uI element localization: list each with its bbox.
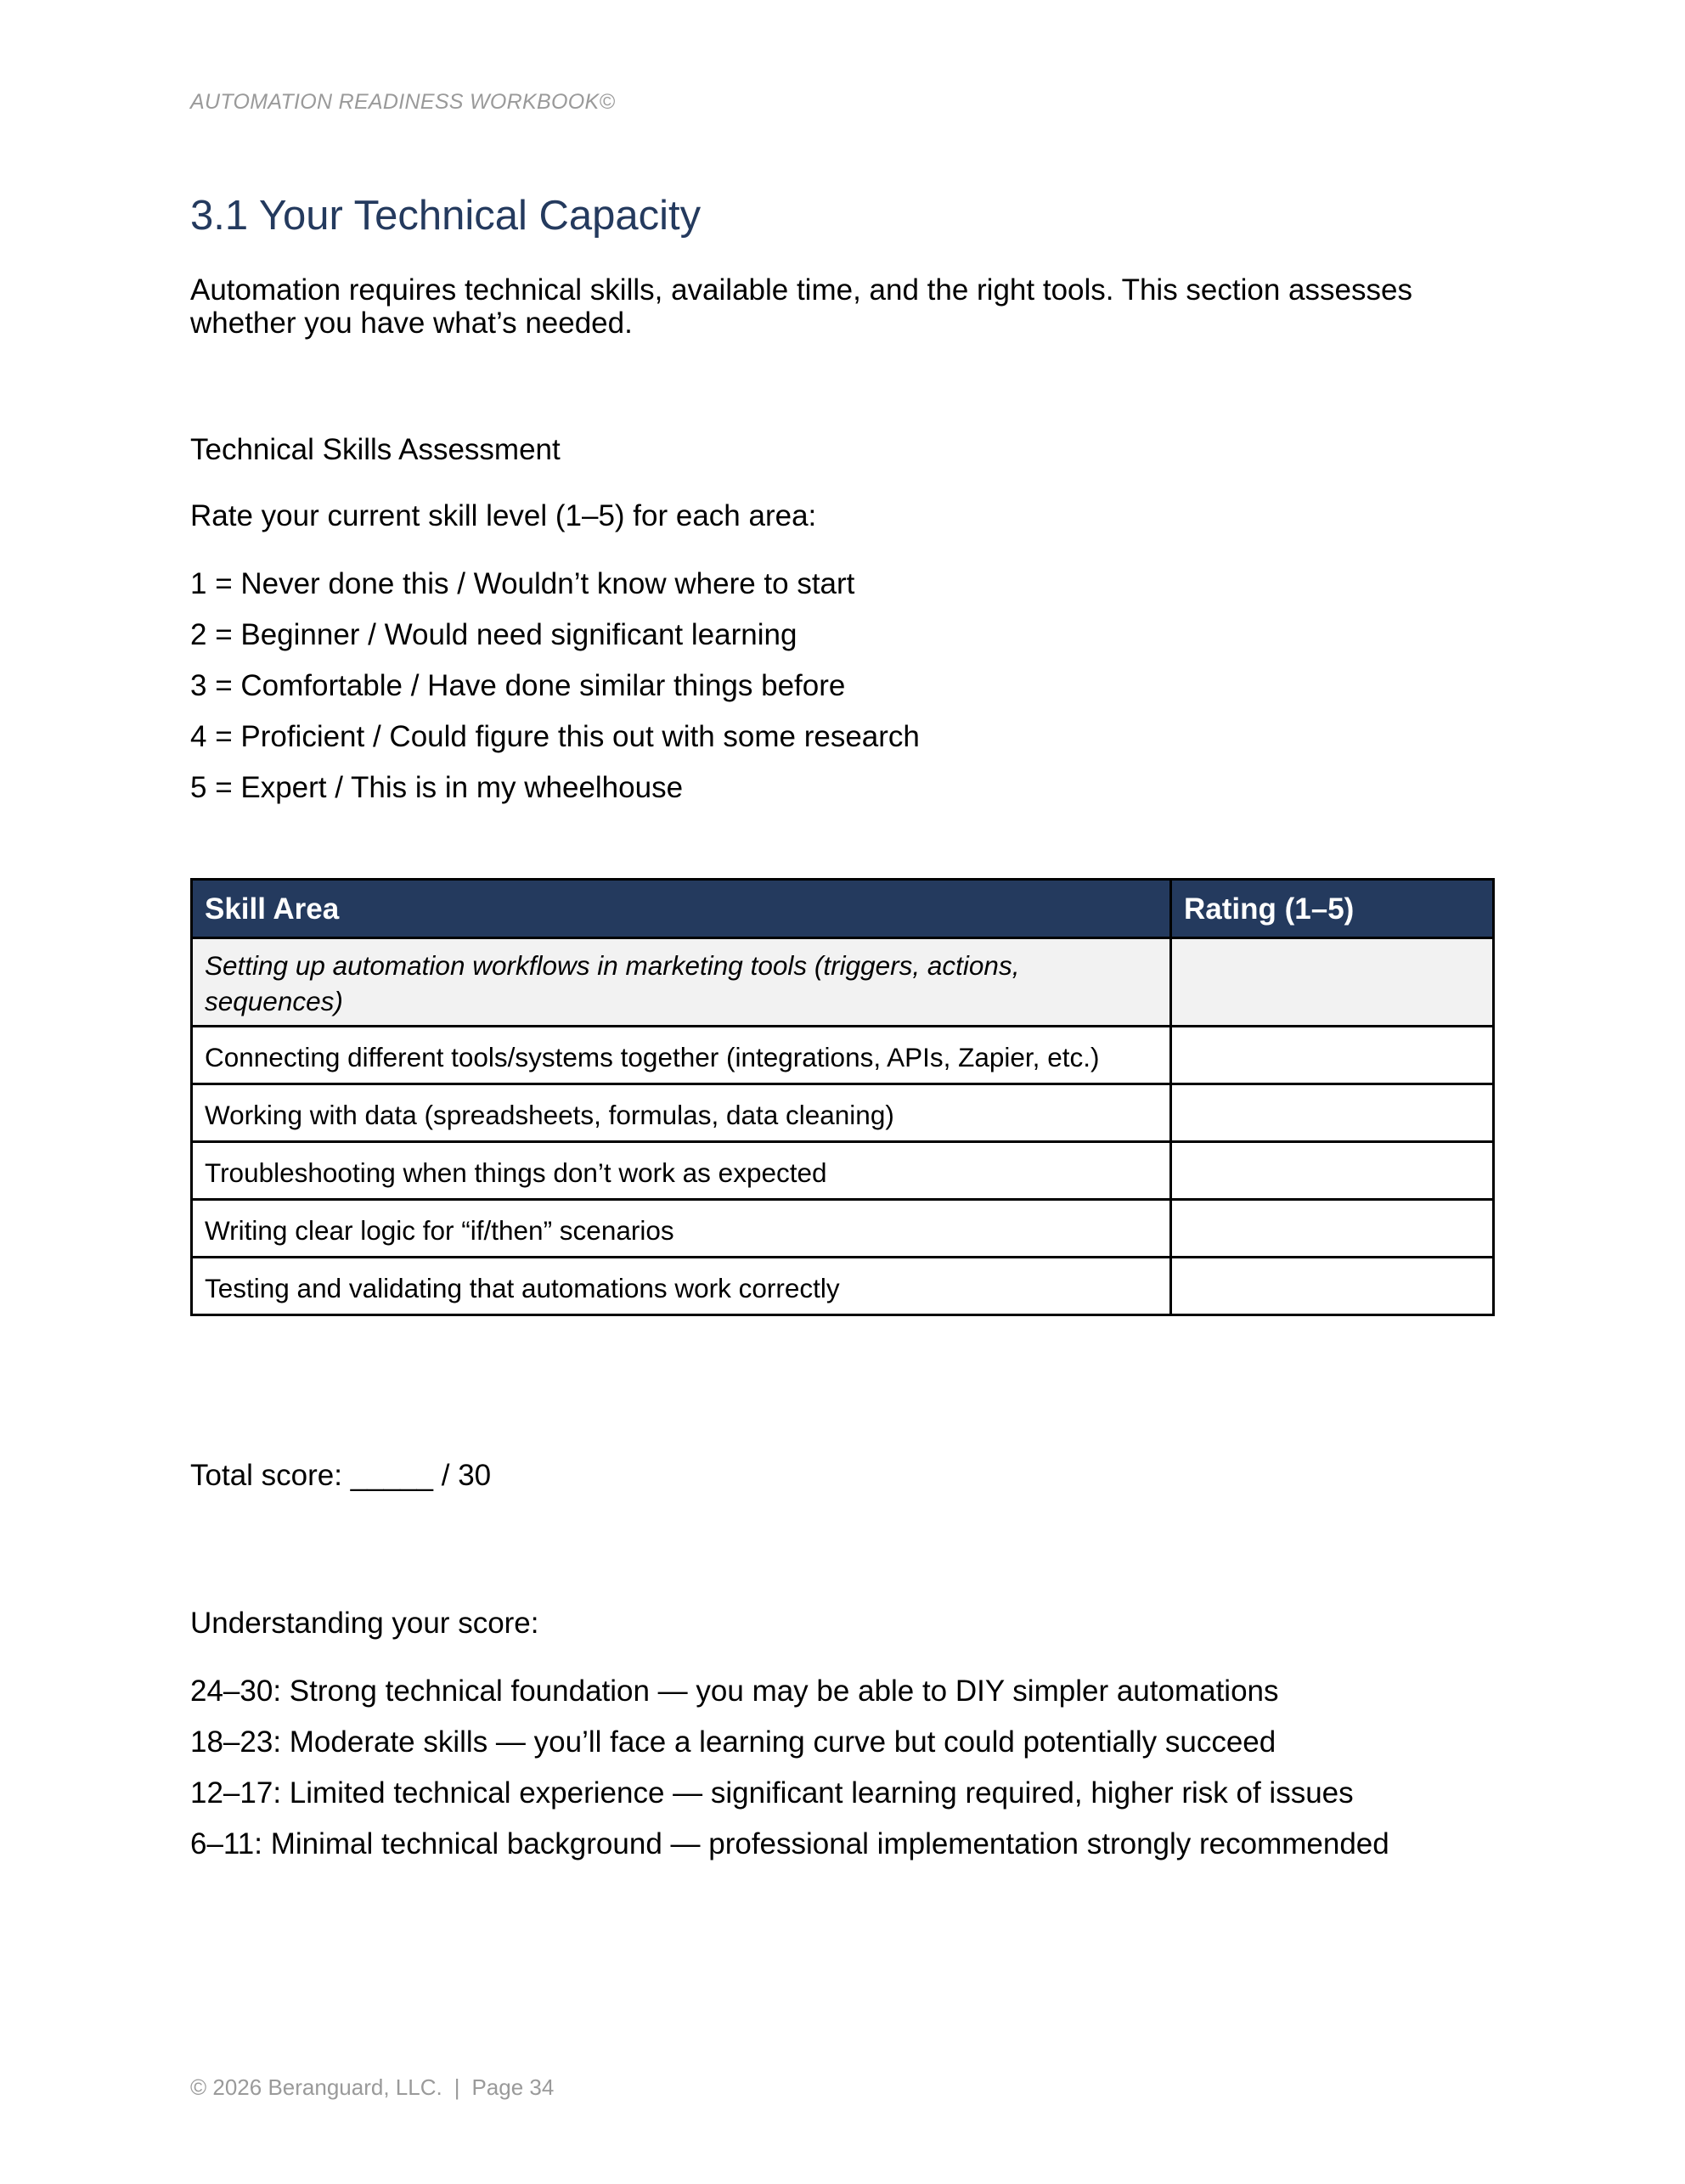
table-row	[192, 1200, 1494, 1258]
rating-header: Rating (1–5)	[1171, 880, 1494, 938]
skill-cell: Troubleshooting when things don’t work as expected	[192, 1142, 1171, 1200]
rating-cell[interactable]	[1171, 938, 1494, 1027]
scale-item: 2 = Beginner / Would need significant learning	[190, 618, 797, 651]
table-row	[192, 1084, 1494, 1142]
table-row	[192, 938, 1494, 1027]
score-band: 24–30: Strong technical foundation — you may be able to DIY simpler automations	[190, 1675, 1279, 1708]
running-header: AUTOMATION READINESS WORKBOOK©	[190, 90, 616, 114]
assessment-heading: Technical Skills Assessment	[190, 433, 561, 466]
skill-cell: Setting up automation workflows in marketing tools (triggers, actions, sequences)	[192, 938, 1171, 1027]
skill-cell: Connecting different tools/systems together (integrations, APIs, Zapier, etc.)	[192, 1027, 1171, 1084]
total-score-line: Total score: _____ / 30	[190, 1459, 492, 1492]
page-footer	[190, 2074, 554, 2101]
skill-cell: Working with data (spreadsheets, formulas, data cleaning)	[192, 1084, 1171, 1142]
skill-cell: Writing clear logic for “if/then” scenarios	[192, 1200, 1171, 1258]
score-bands-list	[190, 1673, 1389, 1877]
scale-item: 3 = Comfortable / Have done similar things before	[190, 669, 846, 702]
table-header-row	[192, 880, 1494, 938]
scale-item: 1 = Never done this / Wouldn’t know where to start	[190, 567, 855, 600]
footer-separator: |	[454, 2074, 460, 2100]
skills-rating-table	[190, 878, 1495, 1316]
score-band: 6–11: Minimal technical background — professional implementation strongly recommended	[190, 1827, 1389, 1860]
rating-instruction: Rate your current skill level (1–5) for each area:	[190, 499, 817, 532]
table-row	[192, 1258, 1494, 1315]
section-title: 3.1 Your Technical Capacity	[190, 193, 702, 239]
scale-item: 4 = Proficient / Could figure this out with some research	[190, 720, 920, 753]
score-band: 12–17: Limited technical experience — significant learning required, higher risk of issues	[190, 1776, 1354, 1810]
scale-item: 5 = Expert / This is in my wheelhouse	[190, 771, 684, 804]
rating-cell[interactable]	[1171, 1027, 1494, 1084]
rating-cell[interactable]	[1171, 1258, 1494, 1315]
score-band: 18–23: Moderate skills — you’ll face a learning curve but could potentially succeed	[190, 1725, 1276, 1759]
skill-area-header: Skill Area	[192, 880, 1171, 938]
footer-copyright: © 2026 Beranguard, LLC.	[190, 2074, 442, 2100]
rating-scale-list	[190, 566, 920, 820]
skill-cell: Testing and validating that automations work correctly	[192, 1258, 1171, 1315]
page-number: Page 34	[471, 2074, 555, 2100]
score-interpretation-heading: Understanding your score:	[190, 1607, 539, 1640]
table-row	[192, 1027, 1494, 1084]
table-row	[192, 1142, 1494, 1200]
rating-cell[interactable]	[1171, 1142, 1494, 1200]
section-intro: Automation requires technical skills, available time, and the right tools. This section assesses whether you have what’s needed.	[190, 273, 1412, 340]
rating-cell[interactable]	[1171, 1084, 1494, 1142]
rating-cell[interactable]	[1171, 1200, 1494, 1258]
